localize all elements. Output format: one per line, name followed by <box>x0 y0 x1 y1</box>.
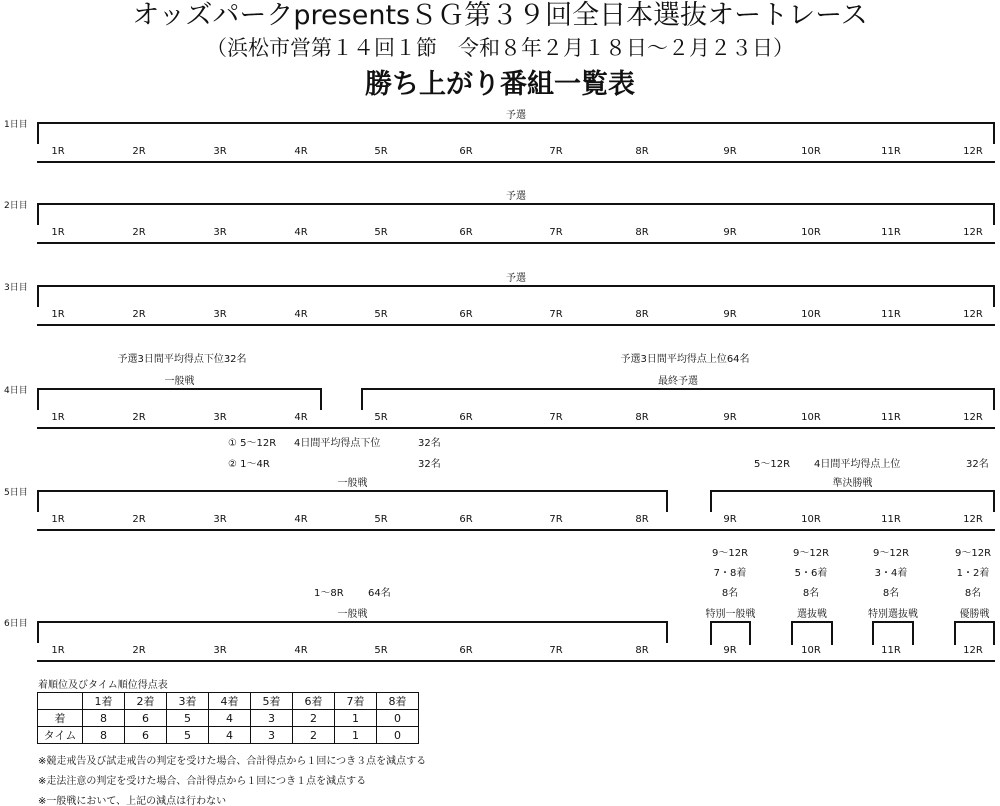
note-d4-low: 予選3日間平均得点下位32名 <box>117 354 247 365</box>
table-cell: 4着 <box>209 693 251 710</box>
title-line3: 勝ち上がり番組一覧表 <box>365 69 635 100</box>
footnote-1: ※競走戒告及び試走戒告の判定を受けた場合、合計得点から１回につき３点を減点する <box>38 756 427 767</box>
baseline <box>37 660 995 662</box>
table-cell: 0 <box>377 710 419 727</box>
table-cell: 1 <box>335 727 377 744</box>
bracket <box>872 621 914 645</box>
race-label: 3R <box>213 227 227 238</box>
bracket-label: 一般戦 <box>164 376 195 387</box>
table-cell: タイム <box>38 727 83 744</box>
race-label: 8R <box>635 309 649 320</box>
race-label: 1R <box>51 146 65 157</box>
day-label: 4日目 <box>4 386 28 396</box>
race-label: 3R <box>213 645 227 656</box>
title-line1: オッズパークpresentsＳＧ第３９回全日本選抜オートレース <box>132 0 868 31</box>
final-note: 1・2着 <box>956 568 990 579</box>
final-note: 8名 <box>802 588 820 599</box>
race-label: 2R <box>132 645 146 656</box>
race-label: 5R <box>374 412 388 423</box>
race-label: 6R <box>459 412 473 423</box>
race-label: 11R <box>881 514 901 525</box>
race-label: 10R <box>801 412 821 423</box>
race-label: 2R <box>132 309 146 320</box>
bracket <box>37 388 322 410</box>
bracket <box>710 490 995 512</box>
table-row <box>38 710 419 727</box>
bracket <box>37 203 995 225</box>
baseline <box>37 324 995 326</box>
table-row <box>38 693 419 710</box>
table-cell: 3着 <box>167 693 209 710</box>
table-cell: 7着 <box>335 693 377 710</box>
table-cell: 6 <box>125 710 167 727</box>
race-label: 8R <box>635 412 649 423</box>
note-d5-a2: 4日間平均得点下位 <box>294 438 381 449</box>
bracket-label: 選抜戦 <box>797 609 827 620</box>
table-cell: 5 <box>167 727 209 744</box>
score-table-title: 着順位及びタイム順位得点表 <box>38 680 168 691</box>
bracket <box>37 285 995 307</box>
final-note: 9～12R <box>872 548 910 559</box>
race-label: 10R <box>801 309 821 320</box>
race-label: 10R <box>801 645 821 656</box>
race-label: 7R <box>549 514 563 525</box>
note-d5-a3: 32名 <box>418 438 441 449</box>
race-label: 8R <box>635 227 649 238</box>
race-label: 5R <box>374 514 388 525</box>
race-label: 4R <box>294 227 308 238</box>
final-note: 5・6着 <box>794 568 828 579</box>
race-label: 8R <box>635 146 649 157</box>
race-label: 7R <box>549 309 563 320</box>
race-label: 6R <box>459 227 473 238</box>
table-cell: 6着 <box>293 693 335 710</box>
bracket-label: 一般戦 <box>337 609 368 620</box>
race-label: 7R <box>549 412 563 423</box>
bracket-label: 一般戦 <box>337 478 368 489</box>
race-label: 4R <box>294 146 308 157</box>
bracket <box>710 621 751 645</box>
table-cell: 5着 <box>251 693 293 710</box>
baseline <box>37 427 995 429</box>
bracket <box>37 122 995 144</box>
bracket <box>37 490 668 512</box>
note-d5-c3: 32名 <box>966 459 989 470</box>
note-d5-b1: ② 1～4R <box>228 459 270 470</box>
race-label: 9R <box>723 412 737 423</box>
race-label: 12R <box>963 645 983 656</box>
table-cell: 8着 <box>377 693 419 710</box>
race-label: 9R <box>723 146 737 157</box>
race-label: 10R <box>801 514 821 525</box>
race-label: 8R <box>635 514 649 525</box>
race-label: 5R <box>374 645 388 656</box>
race-label: 9R <box>723 227 737 238</box>
race-label: 1R <box>51 514 65 525</box>
race-label: 6R <box>459 309 473 320</box>
title-line2: （浜松市営第１４回１節 令和８年２月１８日～２月２３日） <box>206 36 794 60</box>
bracket <box>954 621 995 645</box>
table-cell: 3 <box>251 710 293 727</box>
race-label: 2R <box>132 227 146 238</box>
race-label: 3R <box>213 146 227 157</box>
note-d5-c2: 4日間平均得点上位 <box>814 459 901 470</box>
race-label: 10R <box>801 146 821 157</box>
race-label: 7R <box>549 227 563 238</box>
race-label: 10R <box>801 227 821 238</box>
race-label: 1R <box>51 645 65 656</box>
day-label: 5日目 <box>4 488 28 498</box>
note-d5-b3: 32名 <box>418 459 441 470</box>
race-label: 11R <box>881 309 901 320</box>
baseline <box>37 242 995 244</box>
bracket-label: 予選 <box>506 273 526 284</box>
race-label: 12R <box>963 514 983 525</box>
race-label: 11R <box>881 645 901 656</box>
race-label: 2R <box>132 412 146 423</box>
bracket-label: 予選 <box>506 110 526 121</box>
final-note: 8名 <box>882 588 900 599</box>
day-label: 3日目 <box>4 283 28 293</box>
bracket-label: 予選 <box>506 191 526 202</box>
day-label: 2日目 <box>4 201 28 211</box>
race-label: 11R <box>881 146 901 157</box>
bracket <box>791 621 833 645</box>
race-label: 1R <box>51 227 65 238</box>
table-cell: 5 <box>167 710 209 727</box>
race-label: 5R <box>374 227 388 238</box>
race-label: 7R <box>549 645 563 656</box>
footnote-3: ※一般戦において、上記の減点は行わない <box>38 796 227 806</box>
race-label: 11R <box>881 227 901 238</box>
final-note: 8名 <box>721 588 739 599</box>
race-label: 11R <box>881 412 901 423</box>
race-label: 1R <box>51 412 65 423</box>
bracket-label: 特別選抜戦 <box>868 609 918 620</box>
footnote-2: ※走法注意の判定を受けた場合、合計得点から１回につき１点を減点する <box>38 776 367 787</box>
race-label: 1R <box>51 309 65 320</box>
race-label: 12R <box>963 227 983 238</box>
bracket <box>37 621 668 643</box>
race-label: 2R <box>132 514 146 525</box>
race-label: 5R <box>374 309 388 320</box>
race-label: 2R <box>132 146 146 157</box>
race-label: 3R <box>213 309 227 320</box>
table-cell: 4 <box>209 727 251 744</box>
race-label: 9R <box>723 645 737 656</box>
race-label: 3R <box>213 514 227 525</box>
bracket-label: 優勝戦 <box>959 609 990 620</box>
score-table <box>37 692 419 744</box>
race-label: 4R <box>294 645 308 656</box>
race-label: 12R <box>963 309 983 320</box>
bracket <box>361 388 995 410</box>
race-label: 4R <box>294 309 308 320</box>
table-cell: 8 <box>83 710 125 727</box>
race-label: 6R <box>459 146 473 157</box>
final-note: 7・8着 <box>713 568 747 579</box>
table-cell: 着 <box>38 710 83 727</box>
table-cell: 1着 <box>83 693 125 710</box>
table-cell <box>38 693 83 710</box>
day-label: 1日目 <box>4 120 28 130</box>
race-label: 8R <box>635 645 649 656</box>
table-cell: 3 <box>251 727 293 744</box>
bracket-label: 準決勝戦 <box>832 478 873 489</box>
table-cell: 2着 <box>125 693 167 710</box>
baseline <box>37 529 995 531</box>
baseline <box>37 161 995 163</box>
note-d5-c1: 5～12R <box>754 459 791 470</box>
race-label: 3R <box>213 412 227 423</box>
table-cell: 2 <box>293 710 335 727</box>
race-label: 4R <box>294 412 308 423</box>
race-label: 12R <box>963 146 983 157</box>
table-cell: 2 <box>293 727 335 744</box>
race-label: 7R <box>549 146 563 157</box>
bracket-label: 特別一般戦 <box>705 609 756 620</box>
final-note: 9～12R <box>792 548 830 559</box>
table-row <box>38 727 419 744</box>
day-label: 6日目 <box>4 619 28 629</box>
note-d5-a1: ① 5～12R <box>228 438 277 449</box>
race-label: 4R <box>294 514 308 525</box>
note-d6-a1: 1～8R <box>314 588 344 599</box>
race-label: 9R <box>723 514 737 525</box>
race-label: 6R <box>459 645 473 656</box>
race-label: 9R <box>723 309 737 320</box>
table-cell: 8 <box>83 727 125 744</box>
table-cell: 6 <box>125 727 167 744</box>
final-note: 9～12R <box>954 548 992 559</box>
race-label: 5R <box>374 146 388 157</box>
race-label: 12R <box>963 412 983 423</box>
note-d4-high: 予選3日間平均得点上位64名 <box>620 354 750 365</box>
race-label: 6R <box>459 514 473 525</box>
bracket-label: 最終予選 <box>658 376 698 387</box>
table-cell: 4 <box>209 710 251 727</box>
final-note: 8名 <box>964 588 982 599</box>
table-cell: 1 <box>335 710 377 727</box>
final-note: 3・4着 <box>874 568 908 579</box>
final-note: 9～12R <box>711 548 749 559</box>
note-d6-a2: 64名 <box>368 588 391 599</box>
table-cell: 0 <box>377 727 419 744</box>
